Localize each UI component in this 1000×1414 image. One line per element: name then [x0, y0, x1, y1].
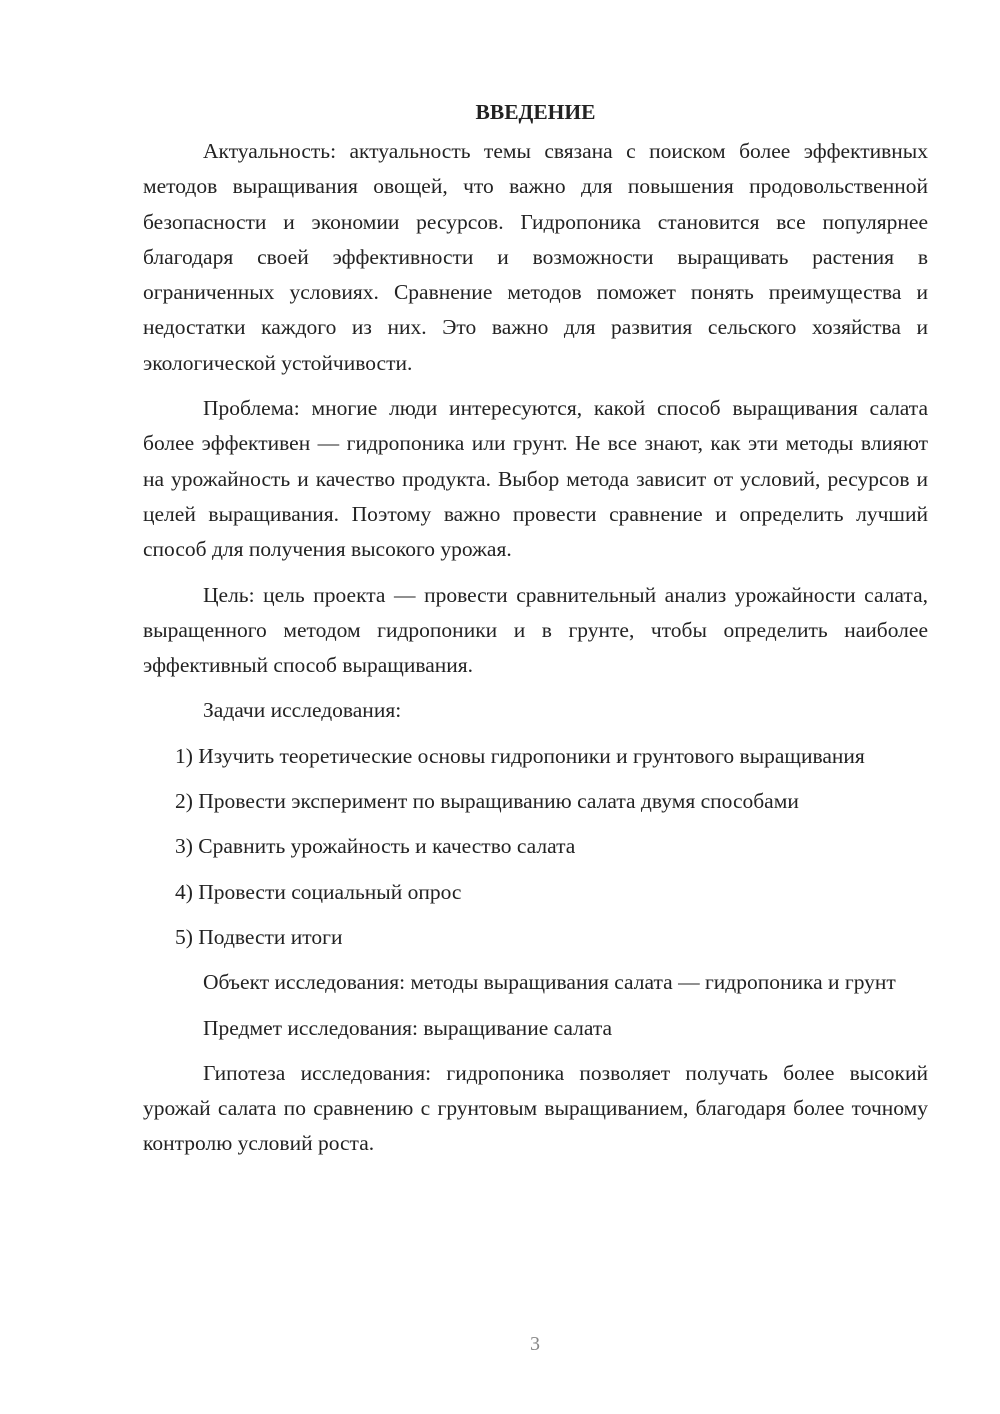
list-item: 2) Провести эксперимент по выращиванию салата двумя способами: [175, 789, 799, 814]
paragraph-problem: Проблема: многие люди интересуются, какой способ выращивания салата более эффективен — гидропоника или грунт. Не все знают, как эти методы влияют на урожайность и качество продукта. Выбор метода зависит от условий, ресурсов и целей выращивания. Поэтому важно провести сравнение и определить лучший способ для получения высокого урожая.: [143, 396, 928, 562]
list-item: 4) Провести социальный опрос: [175, 879, 462, 904]
document-page: [143, 97, 928, 1172]
paragraph-object: Объект исследования: методы выращивания салата — гидропоника и грунт: [203, 970, 896, 995]
list-item: 3) Сравнить урожайность и качество салата: [175, 834, 576, 859]
paragraph-relevance: Актуальность: актуальность темы связана с поиском более эффективных методов выращивания овощей, что важно для повышения продовольственной безопасности и экономии ресурсов. Гидропоника становится все популярнее благодаря своей эффективности и возможности выращивать растения в ограниченных условиях. Сравнение методов поможет понять преимущества и недостатки каждого из них. Это важно для развития сельского хозяйства и экологической устойчивости.: [143, 139, 928, 375]
list-item: 5) Подвести итоги: [175, 924, 343, 949]
tasks-list: [143, 739, 928, 955]
paragraph-hypothesis: Гипотеза исследования: гидропоника позволяет получать более высокий урожай салата по сравнению с грунтовым выращиванием, благодаря более точному контролю условий роста.: [143, 1060, 928, 1156]
paragraph-goal: Цель: цель проекта — провести сравнительный анализ урожайности салата, выращенного методом гидропоники и в грунте, чтобы определить наиболее эффективный способ выращивания.: [143, 582, 928, 678]
paragraph-tasks-intro: Задачи исследования:: [203, 698, 402, 723]
paragraph-subject: Предмет исследования: выращивание салата: [203, 1015, 613, 1040]
list-item: 1) Изучить теоретические основы гидропоники и грунтового выращивания: [175, 743, 865, 768]
page-number: 3: [530, 1333, 540, 1355]
section-heading: ВВЕДЕНИЕ: [475, 100, 596, 124]
